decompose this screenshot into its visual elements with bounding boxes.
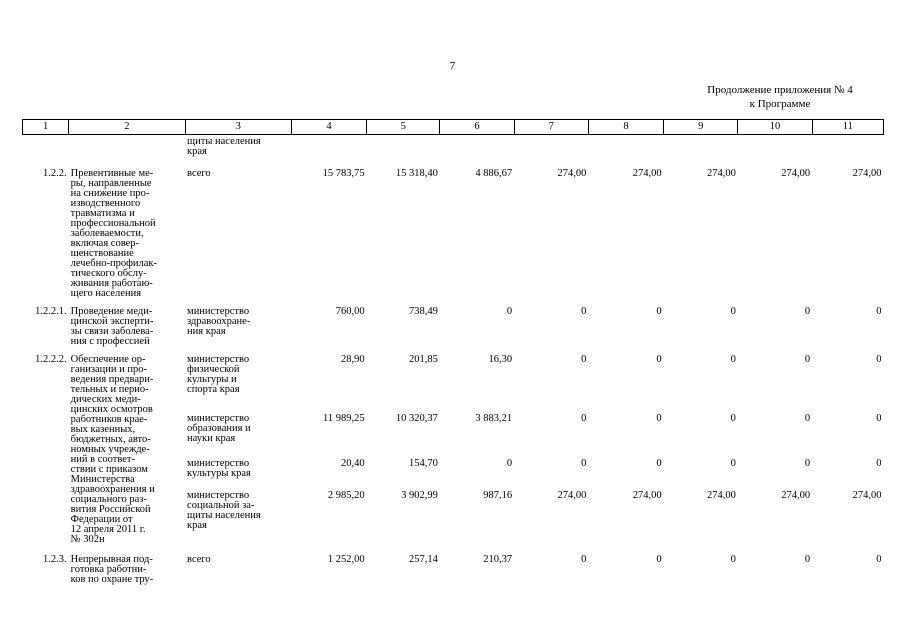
value-cell: 0 xyxy=(876,413,882,425)
value-cell: 738,49 xyxy=(409,306,438,317)
value-cell: 274,00 xyxy=(781,168,811,179)
table-row xyxy=(23,157,884,299)
table-row xyxy=(23,347,884,410)
row-executor-cell xyxy=(185,299,291,347)
row-executor: министерство социальной за- щиты населения края xyxy=(187,489,261,531)
value-cell: 15 318,40 xyxy=(395,168,438,179)
row-executor-cell xyxy=(185,455,291,487)
row-executor-cell xyxy=(185,347,291,410)
value-cell: 0 xyxy=(581,413,587,425)
row-executor-cell xyxy=(185,157,291,299)
value-cell: 0 xyxy=(876,458,882,470)
row-executor: министерство физической культуры и спорта края xyxy=(187,354,250,395)
value-cell: 274,00 xyxy=(632,168,662,179)
header-cell: 9 xyxy=(664,120,738,135)
value-cell: 274,00 xyxy=(557,489,587,501)
row-name: Непрерывная под- готовка работни- ков по охране тру- xyxy=(70,554,154,585)
value-cell: 1 252,00 xyxy=(327,554,365,565)
value-cell: 10 320,37 xyxy=(395,413,438,425)
header-cell: 10 xyxy=(738,120,812,135)
appendix-line-1: Продолжение приложения № 4 xyxy=(707,84,853,96)
value-cell: 3 883,21 xyxy=(475,413,513,425)
value-cell: 4 886,67 xyxy=(475,168,513,179)
header-cell: 7 xyxy=(514,120,588,135)
header-row xyxy=(23,120,884,135)
value-cell: 0 xyxy=(656,413,662,425)
value-cell: 154,70 xyxy=(409,458,438,470)
value-cell: 987,16 xyxy=(483,489,513,501)
value-cell xyxy=(440,135,514,158)
row-executor-cell xyxy=(185,410,291,455)
value-cell xyxy=(738,135,812,158)
row-executor-cell xyxy=(185,135,291,158)
row-executor: всего xyxy=(187,554,211,565)
row-name: Обеспечение ор- ганизации и про- ведения предвари- тельных и перио- дических меди- цинских осмотров работников крае- вых казенных, бюджетных, авто- номных учрежде- ний в соответ- ствии с приказом Министерства здравоохранения и социального раз- вития Российской Федерации от 12 апреля 2011 г. № 302н xyxy=(70,354,155,545)
row-name-cell xyxy=(69,157,185,299)
row-executor-cell xyxy=(185,487,291,545)
row-name-cell xyxy=(69,299,185,347)
value-cell: 0 xyxy=(581,554,587,565)
table-row xyxy=(23,299,884,347)
value-cell: 0 xyxy=(876,306,882,317)
value-cell: 274,00 xyxy=(781,489,811,501)
value-cell: 0 xyxy=(804,354,811,365)
row-executor: всего xyxy=(187,168,211,179)
value-cell: 0 xyxy=(804,413,811,425)
header-cell: 6 xyxy=(440,120,514,135)
value-cell xyxy=(812,135,883,158)
header-cell: 5 xyxy=(367,120,440,135)
value-cell: 274,00 xyxy=(852,168,882,179)
row-code xyxy=(23,135,69,158)
value-cell: 0 xyxy=(506,458,513,470)
row-executor: министерство культуры края xyxy=(187,458,251,480)
value-cell: 0 xyxy=(581,354,587,365)
value-cell: 0 xyxy=(656,458,662,470)
row-code: 1.2.2. xyxy=(43,168,67,179)
table-body xyxy=(23,135,884,586)
value-cell: 0 xyxy=(656,306,662,317)
value-cell: 0 xyxy=(730,554,736,565)
value-cell: 0 xyxy=(804,554,811,565)
header-cell: 2 xyxy=(69,120,185,135)
value-cell: 274,00 xyxy=(707,168,736,179)
value-cell: 0 xyxy=(876,354,882,365)
table-row xyxy=(23,545,884,585)
header-cell: 4 xyxy=(291,120,366,135)
value-cell: 0 xyxy=(581,306,587,317)
value-cell: 0 xyxy=(804,306,811,317)
value-cell: 0 xyxy=(656,354,662,365)
program-table xyxy=(22,119,884,585)
value-cell: 274,00 xyxy=(707,489,736,501)
row-name-cell xyxy=(69,545,185,585)
page-number: 7 xyxy=(449,60,456,72)
row-name-cell xyxy=(69,135,185,158)
row-executor: щиты населения края xyxy=(187,136,261,157)
row-executor: министерство образования и науки края xyxy=(187,413,251,445)
value-cell: 257,14 xyxy=(409,554,438,565)
value-cell: 0 xyxy=(730,458,736,470)
table-row xyxy=(23,135,884,158)
value-cell: 20,40 xyxy=(341,458,365,470)
row-name-cell xyxy=(69,347,185,545)
header-cell: 8 xyxy=(588,120,663,135)
row-code: 1.2.2.2. xyxy=(35,354,67,365)
value-cell: 274,00 xyxy=(632,489,662,501)
row-name: Проведение меди- цинской эксперти- зы связи заболева- ния с профессией xyxy=(70,306,154,347)
value-cell: 760,00 xyxy=(335,306,365,317)
value-cell: 0 xyxy=(804,458,811,470)
row-name: Превентивные ме- ры, направленные на снижение про- изводственного травматизма и профессиональной заболеваемости, включая совер- шенствование лечебно-профилак- тического обслу- живания работаю- щего населения xyxy=(70,168,157,299)
value-cell xyxy=(291,135,366,158)
header-cell: 3 xyxy=(185,120,291,135)
value-cell: 28,90 xyxy=(341,354,365,365)
value-cell: 274,00 xyxy=(852,489,882,501)
value-cell xyxy=(514,135,588,158)
appendix-line-2: к Программе xyxy=(749,98,811,110)
row-code: 1.2.2.1. xyxy=(35,306,67,317)
value-cell xyxy=(664,135,738,158)
row-code: 1.2.3. xyxy=(43,554,67,565)
row-executor-cell xyxy=(185,545,291,585)
value-cell: 274,00 xyxy=(557,168,587,179)
row-executor: министерство здравоохране- ния края xyxy=(187,306,251,337)
value-cell: 0 xyxy=(876,554,882,565)
value-cell: 0 xyxy=(730,413,736,425)
header-cell: 11 xyxy=(812,120,883,135)
value-cell: 11 989,25 xyxy=(323,413,365,425)
value-cell: 16,30 xyxy=(488,354,513,365)
value-cell: 0 xyxy=(656,554,662,565)
value-cell: 0 xyxy=(730,354,736,365)
appendix-caption xyxy=(690,83,870,111)
value-cell: 210,37 xyxy=(483,554,513,565)
value-cell: 0 xyxy=(506,306,513,317)
value-cell: 3 902,99 xyxy=(401,489,438,501)
value-cell: 0 xyxy=(730,306,736,317)
value-cell xyxy=(367,135,440,158)
value-cell xyxy=(588,135,663,158)
value-cell: 2 985,20 xyxy=(327,489,365,501)
value-cell: 15 783,75 xyxy=(322,168,365,179)
header-cell: 1 xyxy=(23,120,69,135)
value-cell: 0 xyxy=(581,458,587,470)
value-cell: 201,85 xyxy=(409,354,438,365)
